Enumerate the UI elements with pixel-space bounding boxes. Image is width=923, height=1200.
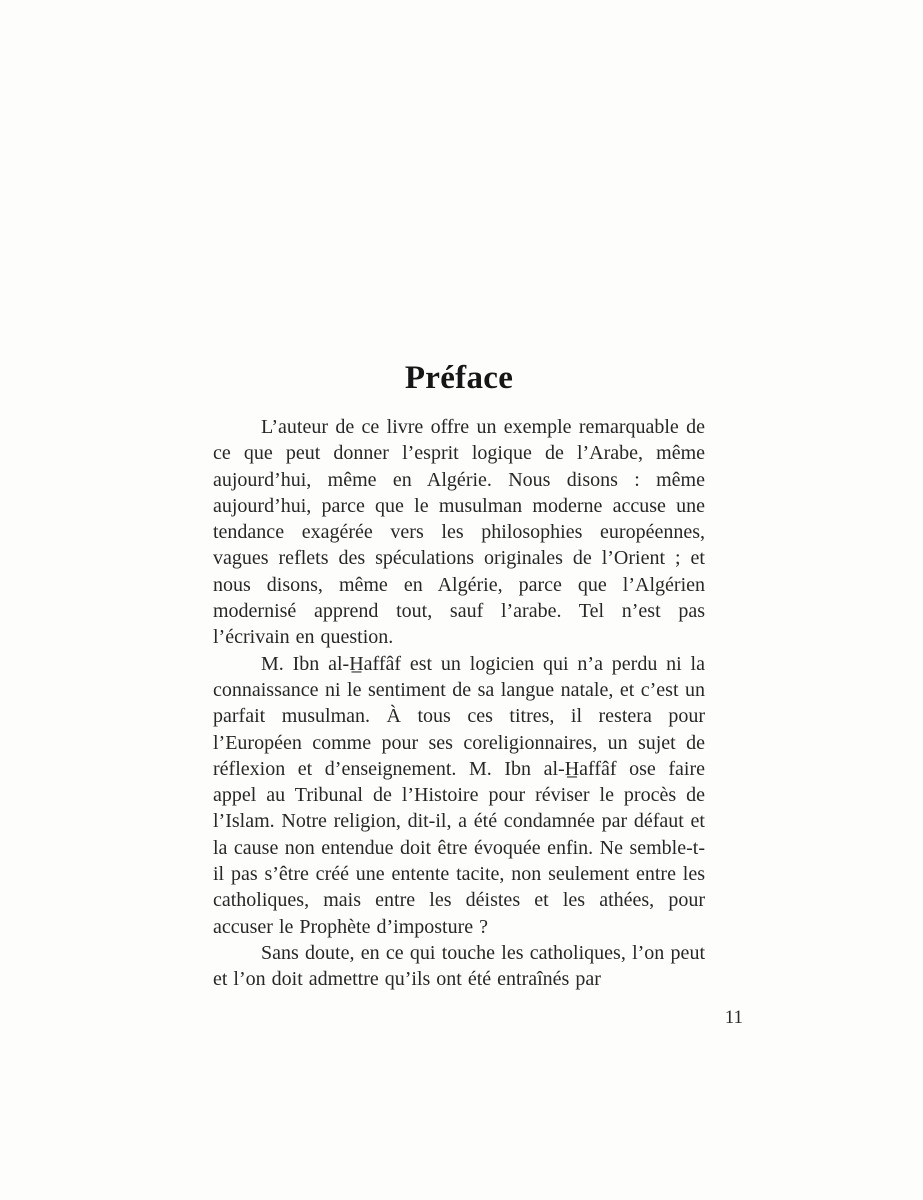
paragraph: M. Ibn al-H̲affâf est un logicien qui n’a perdu ni la connaissance ni le sentiment de sa langue natale, et c’est un parfait musulman. À tous ces titres, il restera pour l’Européen comme pour ses coreligionnaires, un sujet de réflexion et d’enseignement. M. Ibn al-H̲affâf ose faire appel au Tribunal de l’Histoire pour réviser le procès de l’Islam. Notre religion, dit-il, a été condamnée par défaut et la cause non entendue doit être évoquée enfin. Ne semble-t-il pas s’être créé une entente tacite, non seulement entre les catholiques, mais entre les déistes et les athées, pour accuser le Prophète d’imposture ? [213, 652, 705, 938]
page-number: 11 [724, 1007, 743, 1028]
body-text [213, 414, 705, 993]
paragraph: Sans doute, en ce qui touche les catholiques, l’on peut et l’on doit admettre qu’ils ont été entraînés par [213, 941, 705, 991]
chapter-title: Préface [404, 360, 514, 397]
paragraph: L’auteur de ce livre offre un exemple remarquable de ce que peut donner l’esprit logique de l’Arabe, même aujourd’hui, même en Algérie. Nous disons : même aujourd’hui, parce que le musulman moderne accuse une tendance exagérée vers les philosophies européennes, vagues reflets des spéculations originales de l’Orient ; et nous disons, même en Algérie, parce que l’Algérien modernisé apprend tout, sauf l’arabe. Tel n’est pas l’écrivain en question. [213, 416, 705, 649]
